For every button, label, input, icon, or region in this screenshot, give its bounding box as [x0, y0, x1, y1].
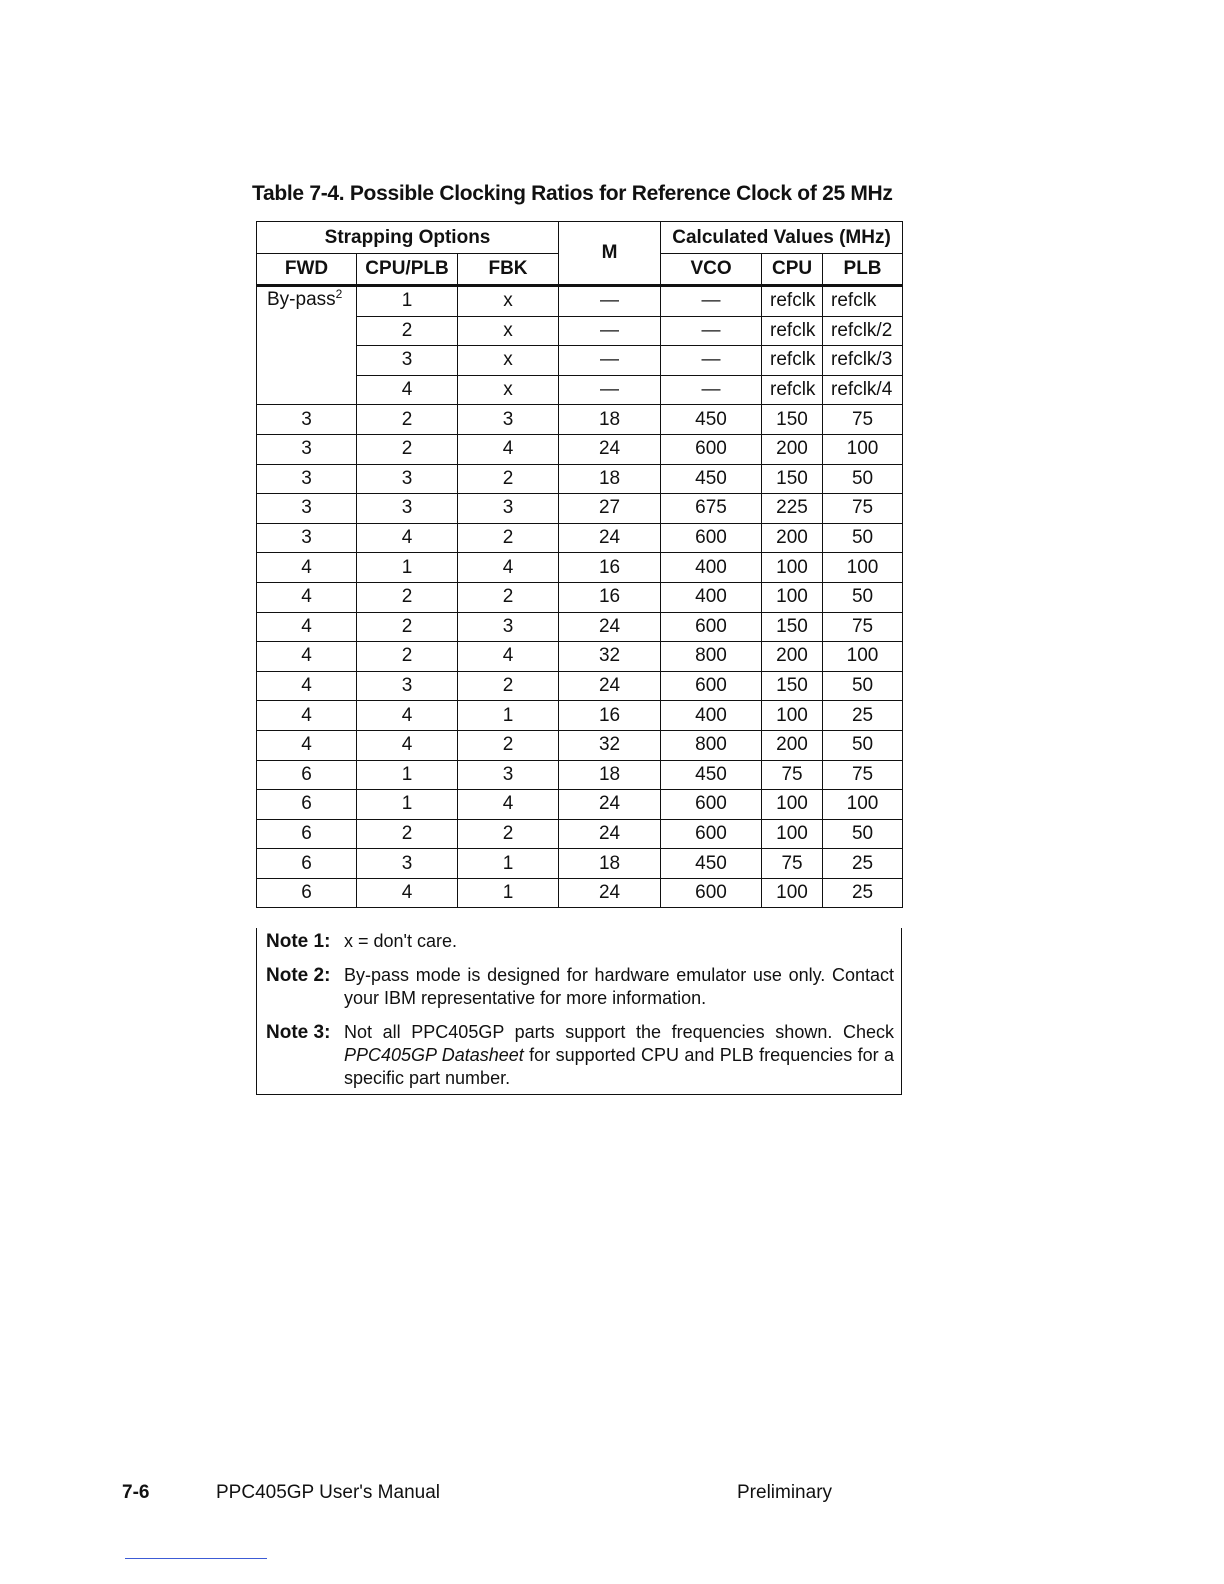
table-cell: 400	[661, 701, 762, 731]
table-cell: 50	[823, 464, 903, 494]
table-cell: 100	[762, 701, 823, 731]
table-cell: refclk	[762, 346, 823, 376]
table-cell: 50	[823, 819, 903, 849]
table-cell: 100	[762, 878, 823, 908]
table-cell: —	[661, 316, 762, 346]
table-cell: 16	[559, 553, 661, 583]
table-cell: 3	[357, 464, 458, 494]
table-cell: refclk	[762, 316, 823, 346]
table-cell: —	[559, 316, 661, 346]
table-cell: 18	[559, 464, 661, 494]
table-cell: 4	[357, 523, 458, 553]
table-cell: 100	[823, 790, 903, 820]
table-cell: 100	[762, 819, 823, 849]
table-cell: x	[458, 316, 559, 346]
table-row	[257, 671, 903, 701]
table-cell: 2	[357, 405, 458, 435]
table-cell: 16	[559, 582, 661, 612]
table-cell: 2	[357, 582, 458, 612]
table-cell: 3	[458, 760, 559, 790]
table-row	[257, 642, 903, 672]
table-cell: 4	[257, 642, 357, 672]
table-cell: 18	[559, 405, 661, 435]
table-cell: 24	[559, 819, 661, 849]
table-cell: 600	[661, 790, 762, 820]
table-cell: 2	[458, 464, 559, 494]
table-cell: refclk/4	[823, 375, 903, 405]
table-cell: 3	[357, 849, 458, 879]
table-row	[257, 819, 903, 849]
table-cell: 50	[823, 523, 903, 553]
table-cell: 100	[823, 434, 903, 464]
table-cell: 600	[661, 878, 762, 908]
table-cell: —	[661, 346, 762, 376]
table-cell: 75	[823, 405, 903, 435]
table-cell: 18	[559, 760, 661, 790]
table-cell: 450	[661, 849, 762, 879]
table-cell: 2	[458, 523, 559, 553]
table-cell: 2	[458, 671, 559, 701]
table-row	[257, 878, 903, 908]
table-cell: 100	[762, 790, 823, 820]
table-cell: 2	[357, 434, 458, 464]
table-cell: 24	[559, 671, 661, 701]
table-cell: 3	[257, 434, 357, 464]
table-cell: 2	[357, 316, 458, 346]
table-cell: 32	[559, 730, 661, 760]
footnote-ref: 2	[335, 287, 343, 301]
table-cell: 25	[823, 878, 903, 908]
table-cell: 75	[762, 760, 823, 790]
table-title: Table 7-4. Possible Clocking Ratios for Reference Clock of 25 MHz	[252, 182, 893, 205]
table-cell: 24	[559, 523, 661, 553]
table-cell: 4	[458, 642, 559, 672]
table-cell: 50	[823, 582, 903, 612]
table-cell: 100	[823, 642, 903, 672]
table-cell: 24	[559, 434, 661, 464]
table-row	[257, 790, 903, 820]
m-header: M	[559, 222, 661, 286]
table-cell: —	[559, 375, 661, 405]
table-cell: 400	[661, 582, 762, 612]
table-cell: 75	[823, 612, 903, 642]
note-label: Note 2:	[266, 965, 331, 986]
table-cell: 4	[357, 878, 458, 908]
table-cell: 4	[257, 612, 357, 642]
table-cell: 3	[458, 494, 559, 524]
table-cell: 3	[357, 671, 458, 701]
column-header-fbk: FBK	[458, 254, 559, 286]
table-cell: 2	[458, 819, 559, 849]
table-cell: 4	[458, 553, 559, 583]
table-cell: —	[559, 286, 661, 317]
column-header-vco: VCO	[661, 254, 762, 286]
table-cell: 150	[762, 464, 823, 494]
table-cell: 800	[661, 642, 762, 672]
calculated-values-header: Calculated Values (MHz)	[661, 222, 903, 254]
bypass-cell: By-pass$^2$	[257, 286, 357, 405]
table-cell: 6	[257, 878, 357, 908]
table-cell: 4	[357, 375, 458, 405]
table-cell: 4	[257, 582, 357, 612]
table-cell: 6	[257, 790, 357, 820]
table-cell: 4	[257, 730, 357, 760]
table-cell: 200	[762, 730, 823, 760]
table-cell: 27	[559, 494, 661, 524]
table-cell: 3	[458, 612, 559, 642]
table-row	[257, 286, 903, 317]
table-cell: refclk	[823, 286, 903, 317]
table-cell: 1	[458, 849, 559, 879]
table-cell: 600	[661, 819, 762, 849]
table-cell: x	[458, 286, 559, 317]
table-cell: 3	[257, 494, 357, 524]
table-notes	[256, 928, 902, 1095]
clocking-ratios-table	[256, 221, 903, 908]
table-cell: 400	[661, 553, 762, 583]
table-cell: 100	[762, 582, 823, 612]
table-cell: 1	[458, 701, 559, 731]
datasheet-title: PPC405GP Datasheet	[344, 1045, 524, 1065]
table-row	[257, 464, 903, 494]
table-row	[257, 494, 903, 524]
table-cell: 18	[559, 849, 661, 879]
table-cell: refclk	[762, 375, 823, 405]
table-cell: 4	[257, 701, 357, 731]
table-cell: refclk/3	[823, 346, 903, 376]
table-cell: —	[559, 346, 661, 376]
column-header-cpu: CPU	[762, 254, 823, 286]
table-body	[257, 286, 903, 908]
table-cell: —	[661, 286, 762, 317]
table-cell: 50	[823, 671, 903, 701]
table-cell: 675	[661, 494, 762, 524]
table-cell: 200	[762, 523, 823, 553]
table-row	[257, 760, 903, 790]
table-cell: —	[661, 375, 762, 405]
table-cell: 600	[661, 523, 762, 553]
table-cell: 25	[823, 701, 903, 731]
table-cell: 24	[559, 612, 661, 642]
table-cell: 24	[559, 790, 661, 820]
table-cell: 6	[257, 819, 357, 849]
note-text: By-pass mode is designed for hardware emulator use only. Contact your IBM representative for more information.	[344, 965, 894, 1008]
table-cell: 450	[661, 405, 762, 435]
table-cell: 75	[823, 494, 903, 524]
table-cell: 16	[559, 701, 661, 731]
table-cell: x	[458, 346, 559, 376]
table-cell: 24	[559, 878, 661, 908]
table-cell: 3	[257, 405, 357, 435]
table-cell: 2	[357, 642, 458, 672]
table-cell: 600	[661, 671, 762, 701]
table-row	[257, 523, 903, 553]
table-cell: 25	[823, 849, 903, 879]
manual-title: PPC405GP User's Manual	[216, 1482, 440, 1503]
table-cell: 4	[357, 730, 458, 760]
table-cell: 4	[458, 434, 559, 464]
strapping-options-header: Strapping Options	[257, 222, 559, 254]
table-cell: 3	[257, 523, 357, 553]
table-row	[257, 849, 903, 879]
note-text: x = don't care.	[344, 931, 458, 951]
table-cell: 150	[762, 671, 823, 701]
column-header-plb: PLB	[823, 254, 903, 286]
table-cell: 4	[257, 553, 357, 583]
table-cell: 1	[357, 553, 458, 583]
table-cell: 200	[762, 642, 823, 672]
table-row	[257, 612, 903, 642]
table-cell: 32	[559, 642, 661, 672]
table-cell: 450	[661, 464, 762, 494]
table-cell: 50	[823, 730, 903, 760]
table-cell: 200	[762, 434, 823, 464]
table-cell: 1	[458, 878, 559, 908]
table-cell: 3	[458, 405, 559, 435]
table-cell: refclk/2	[823, 316, 903, 346]
table-cell: 4	[257, 671, 357, 701]
document-status: Preliminary	[737, 1482, 833, 1503]
table-row	[257, 434, 903, 464]
table-cell: 4	[458, 790, 559, 820]
table-cell: 3	[357, 346, 458, 376]
table-cell: 2	[357, 819, 458, 849]
table-cell: 6	[257, 760, 357, 790]
table-row	[257, 405, 903, 435]
table-row	[257, 730, 903, 760]
table-cell: 600	[661, 612, 762, 642]
table-cell: 1	[357, 760, 458, 790]
table-cell: 2	[357, 612, 458, 642]
table-cell: 2	[458, 582, 559, 612]
table-cell: 3	[257, 464, 357, 494]
table-cell: 450	[661, 760, 762, 790]
note-label: Note 1:	[266, 931, 331, 952]
table-cell: 3	[357, 494, 458, 524]
table-cell: 4	[357, 701, 458, 731]
table-row	[257, 582, 903, 612]
page-number: 7-6	[122, 1482, 150, 1503]
table-cell: 75	[762, 849, 823, 879]
table-cell: 150	[762, 612, 823, 642]
table-cell: 2	[458, 730, 559, 760]
table-cell: 75	[823, 760, 903, 790]
table-cell: x	[458, 375, 559, 405]
column-header-fwd: FWD	[257, 254, 357, 286]
table-cell: 150	[762, 405, 823, 435]
table-cell: 600	[661, 434, 762, 464]
table-cell: 800	[661, 730, 762, 760]
table-cell: 6	[257, 849, 357, 879]
column-header-cpu-plb: CPU/PLB	[357, 254, 458, 286]
table-cell: refclk	[762, 286, 823, 317]
table-cell: 1	[357, 286, 458, 317]
note-label: Note 3:	[266, 1022, 331, 1043]
table-cell: 100	[762, 553, 823, 583]
table-cell: 225	[762, 494, 823, 524]
note-text: Not all PPC405GP parts support the frequencies shown. Check PPC405GP Datasheet for supported CPU and PLB frequencies for a specific part number.	[344, 1022, 894, 1088]
footer-rule	[125, 1558, 267, 1559]
table-row	[257, 701, 903, 731]
table-cell: 100	[823, 553, 903, 583]
table-cell: 1	[357, 790, 458, 820]
table-row	[257, 553, 903, 583]
